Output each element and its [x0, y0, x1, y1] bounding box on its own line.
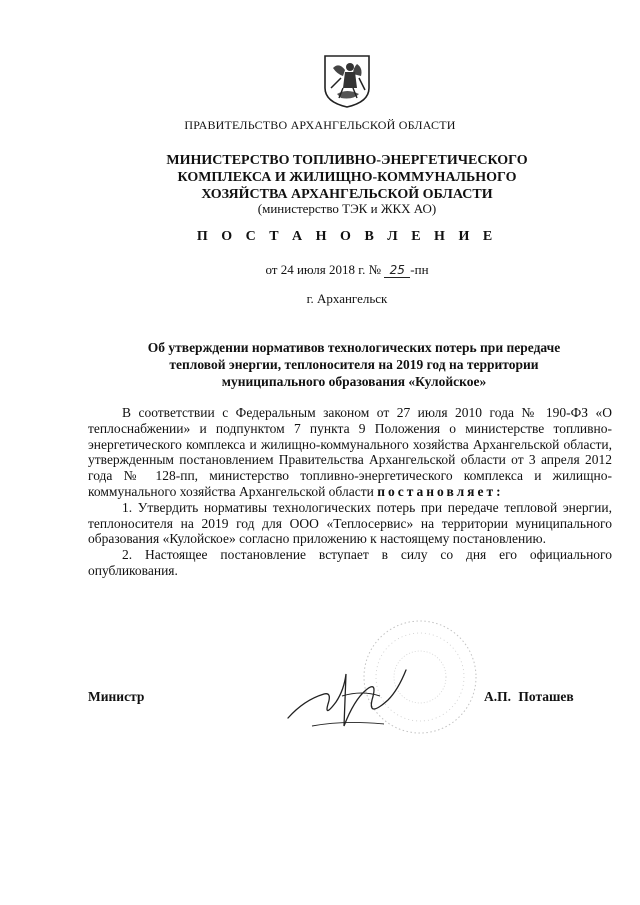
- document-number-suffix: -пн: [410, 262, 429, 277]
- handwritten-signature: [284, 660, 424, 740]
- ministry-name: [100, 152, 594, 203]
- signatory-title: Министр: [88, 689, 145, 704]
- document-date: от 24 июля 2018 г. №: [265, 262, 385, 277]
- ministry-name-line: КОМПЛЕКСА И ЖИЛИЩНО-КОММУНАЛЬНОГО: [177, 170, 517, 185]
- date-and-number: [0, 262, 640, 278]
- document-city: г. Архангельск: [306, 291, 388, 306]
- decree-colon: :: [496, 483, 501, 499]
- signatory-name: А.П. Поташев: [484, 689, 574, 704]
- subject-line: тепловой энергии, теплоносителя на 2019 год на территории: [169, 357, 539, 372]
- ministry-short-name: (министерство ТЭК и ЖКХ АО): [257, 201, 437, 216]
- document-number: 25: [384, 264, 410, 278]
- ministry-name-line: МИНИСТЕРСТВО ТОПЛИВНО-ЭНЕРГЕТИЧЕСКОГО: [166, 153, 528, 168]
- preamble-paragraph: [88, 405, 612, 500]
- coat-of-arms-icon: [323, 54, 371, 108]
- subject-line: Об утверждении нормативов технологических потерь при передаче: [147, 340, 561, 355]
- subject-line: муниципального образования «Кулойское»: [221, 374, 487, 389]
- government-name: ПРАВИТЕЛЬСТВО АРХАНГЕЛЬСКОЙ ОБЛАСТИ: [184, 118, 456, 132]
- document-type: П О С Т А Н О В Л Е Н И Е: [196, 229, 498, 244]
- decree-item-2: 2. Настоящее постановление вступает в силу со дня его официального опубликования.: [88, 547, 612, 578]
- document-body: [88, 405, 612, 579]
- document-subject: [104, 339, 604, 390]
- decree-item-1: 1. Утвердить нормативы технологических потерь при передаче тепловой энергии, теплоносителя на 2019 год для ООО «Теплосервис» на территории муниципального образования «Кулойское» согласно приложению к настоящему постановлению.: [88, 499, 612, 547]
- decree-word: постановляет: [377, 483, 497, 499]
- ministry-name-line: ХОЗЯЙСТВА АРХАНГЕЛЬСКОЙ ОБЛАСТИ: [201, 187, 493, 202]
- preamble-text: В соответствии с Федеральным законом от 27 июля 2010 года № 190-ФЗ «О теплоснабжении» и подпунктом 7 пункта 9 Положения о министерстве топливно-энергетического комплекса и жилищно-коммунального хозяйства Архангельской области, утвержденным постановлением Правительства Архангельской области от 3 апреля 2012 года № 128-пп, министерство топливно-энергетического комплекса и жилищно-коммунального хозяйства Архангельской области: [88, 405, 612, 499]
